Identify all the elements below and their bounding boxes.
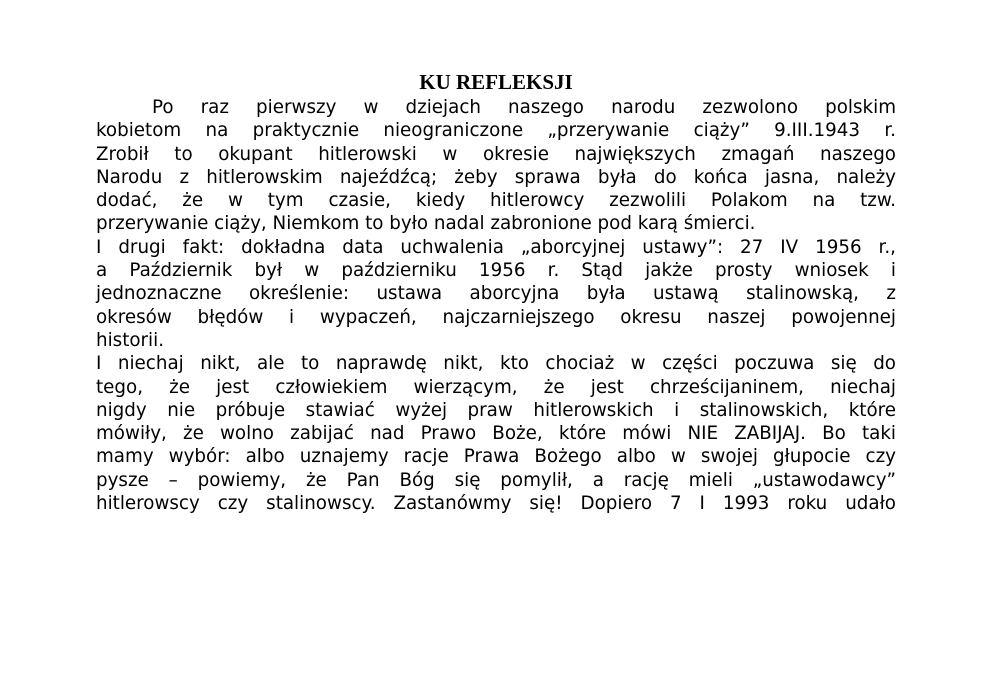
text-line: mamy wybór: albo uznajemy racje Prawa Bożego albo w swojej głupocie czy — [96, 446, 896, 468]
text-line: przerywanie ciąży, Niemkom to było nadal zabronione pod karą śmierci. — [96, 213, 756, 235]
text-line: I niechaj nikt, ale to naprawdę nikt, kto chociaż w części poczuwa się do — [96, 353, 896, 375]
document-page — [96, 70, 896, 515]
text-line: I drugi fakt: dokładna data uchwalenia „aborcyjnej ustawy”: 27 IV 1956 r., — [96, 236, 896, 258]
paragraph-2 — [96, 236, 896, 352]
text-line: nigdy nie próbuje stawiać wyżej praw hitlerowskich i stalinowskich, które — [96, 399, 896, 421]
text-line: kobietom na praktycznie nieograniczone „przerywanie ciąży” 9.III.1943 r. — [96, 120, 896, 142]
text-line: dodać, że w tym czasie, kiedy hitlerowcy zezwolili Polakom na tzw. — [96, 190, 896, 212]
text-line: Zrobił to okupant hitlerowski w okresie największych zmagań naszego — [96, 143, 896, 165]
document-body — [96, 96, 896, 515]
text-line: mówiły, że wolno zabijać nad Prawo Boże, które mówi NIE ZABIJAJ. Bo taki — [96, 423, 896, 445]
text-line: Narodu z hitlerowskim najeźdźcą; żeby sprawa była do końca jasna, należy — [96, 166, 896, 188]
text-line: jednoznaczne określenie: ustawa aborcyjna była ustawą stalinowską, z — [96, 283, 896, 305]
text-line: historii. — [96, 329, 165, 351]
text-line: Po raz pierwszy w dziejach naszego narodu zezwolono polskim — [152, 97, 896, 118]
text-line: pysze – powiemy, że Pan Bóg się pomylił, a rację mieli „ustawodawcy” — [96, 469, 896, 491]
text-line: tego, że jest człowiekiem wierzącym, że jest chrześcijaninem, niechaj — [96, 376, 896, 398]
text-line: a Październik był w październiku 1956 r. Stąd jakże prosty wniosek i — [96, 260, 896, 282]
text-line: hitlerowscy czy stalinowscy. Zastanówmy się! Dopiero 7 I 1993 roku udało — [96, 493, 896, 515]
paragraph-1 — [96, 96, 896, 236]
document-title: KU REFLEKSJI — [419, 70, 573, 94]
text-line: okresów błędów i wypaczeń, najczarniejszego okresu naszej powojennej — [96, 306, 896, 328]
paragraph-3 — [96, 352, 896, 515]
